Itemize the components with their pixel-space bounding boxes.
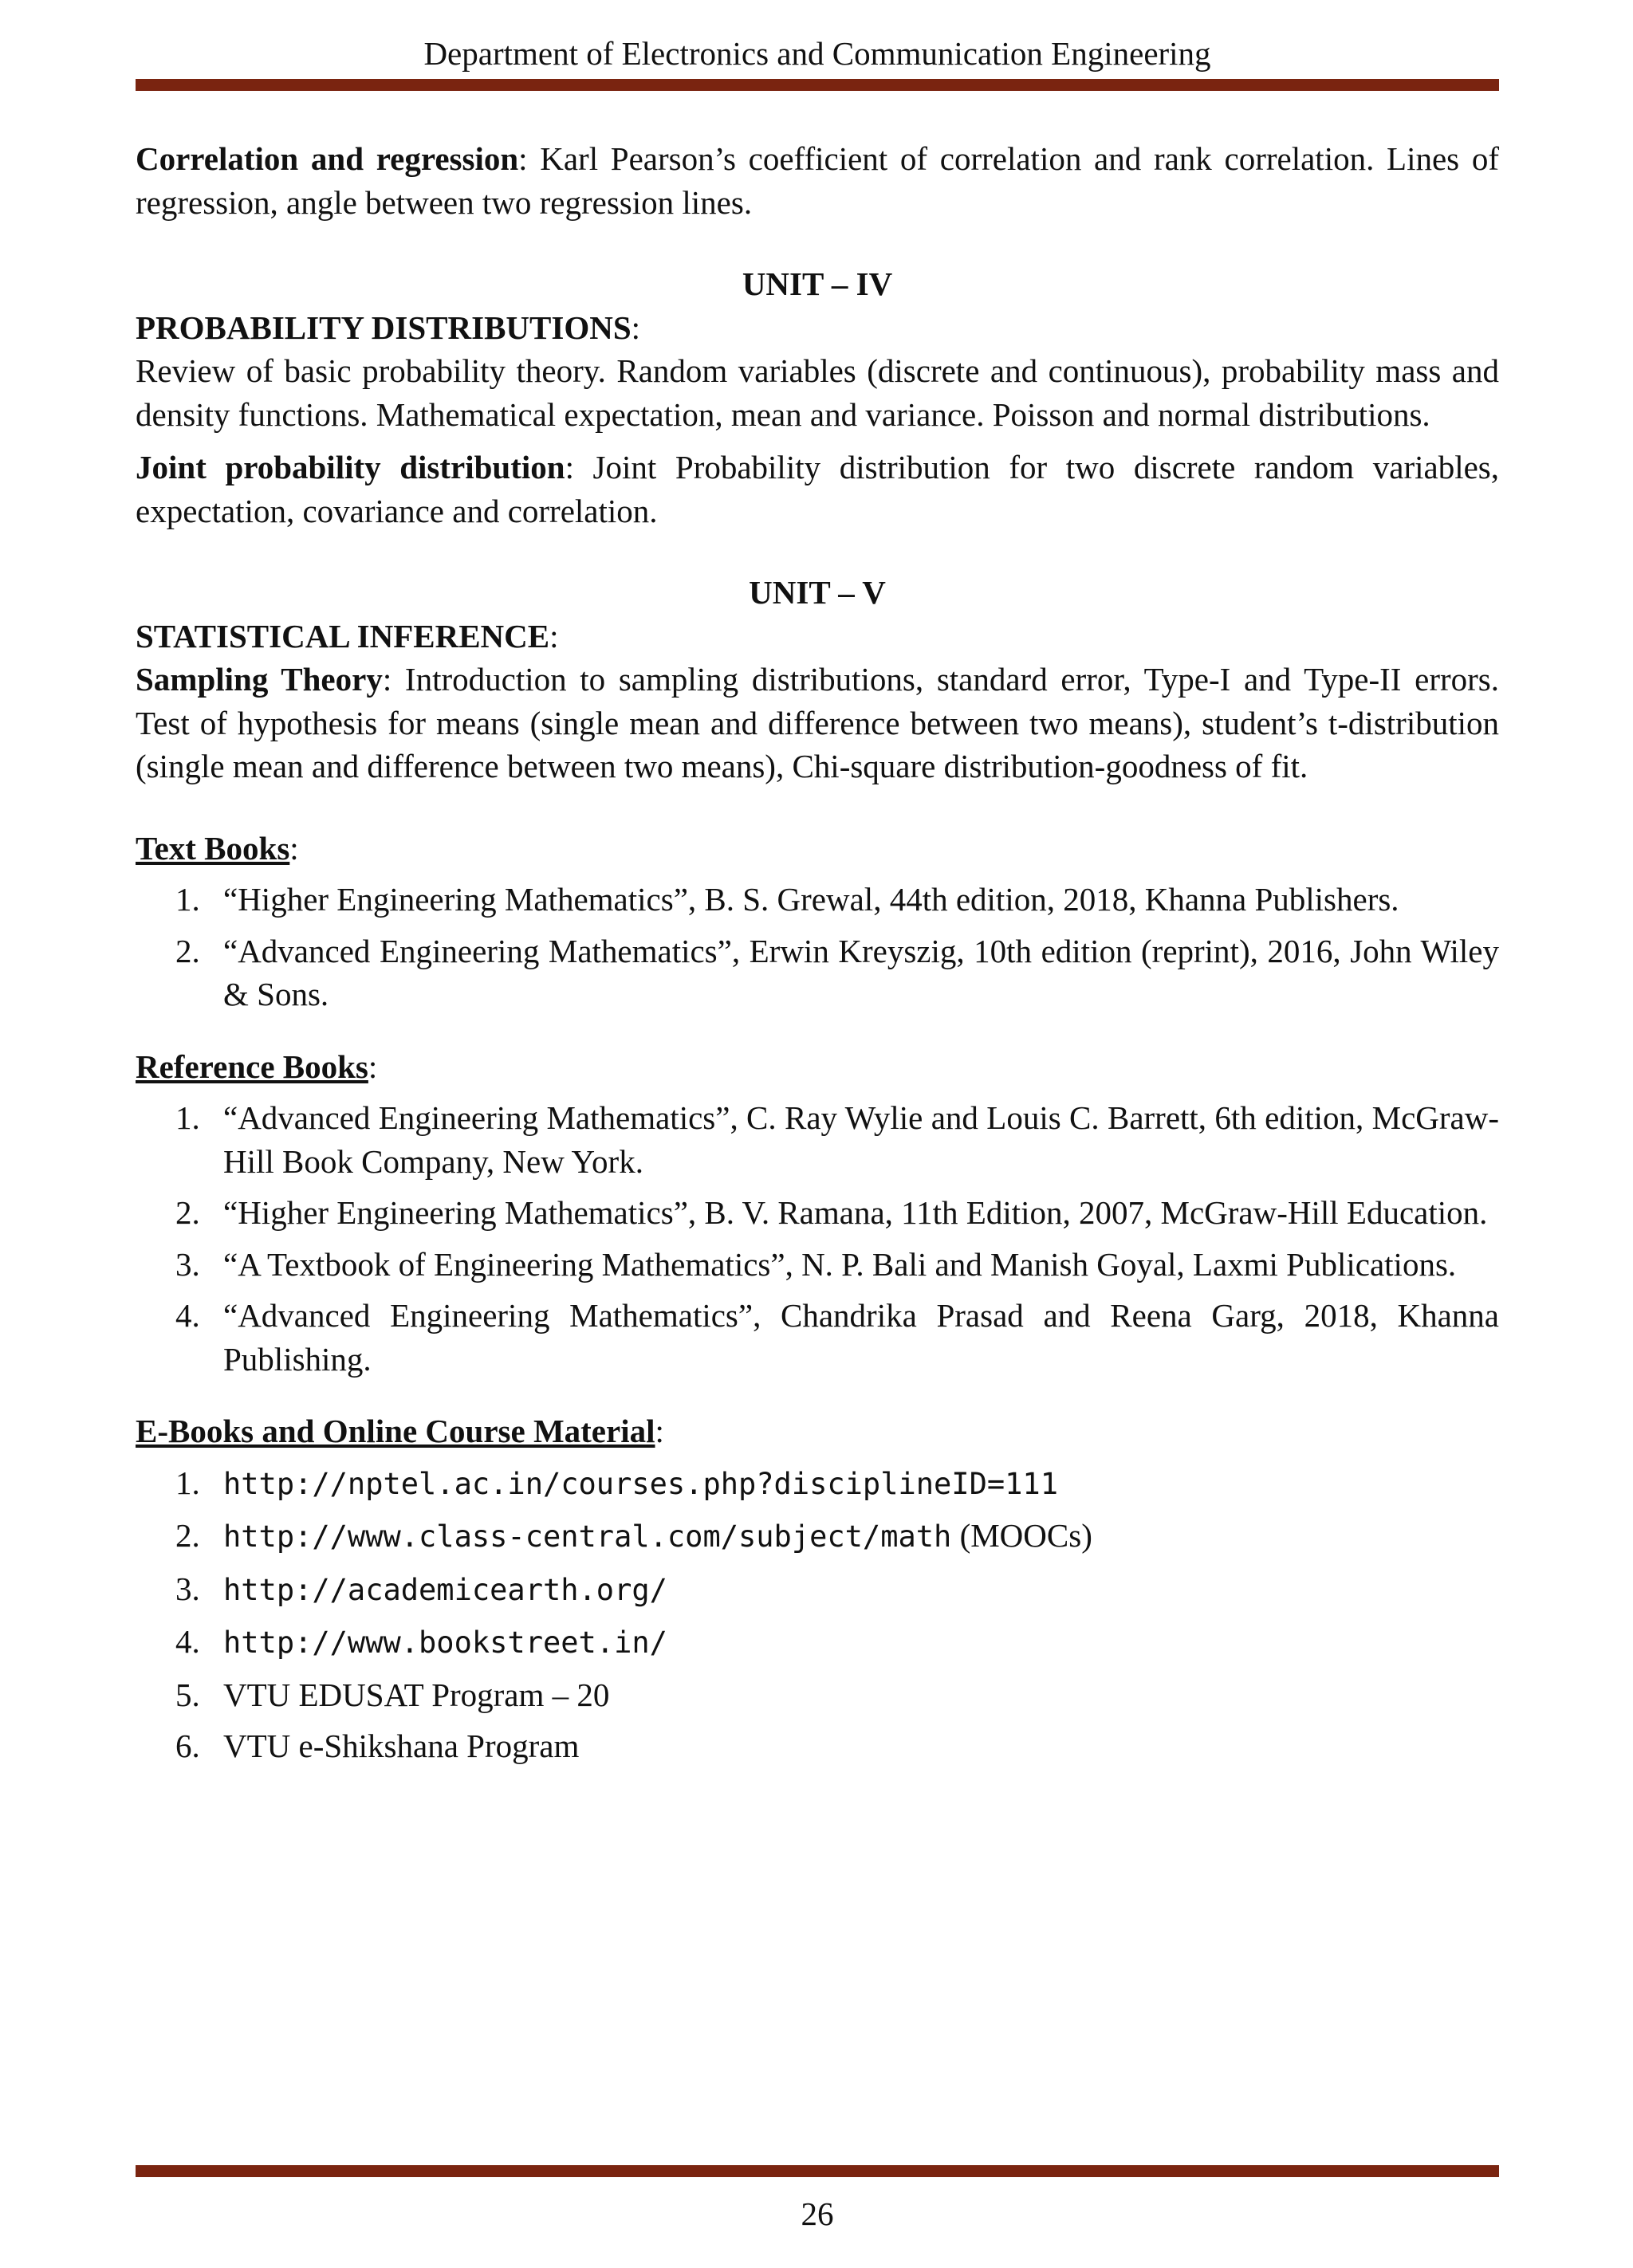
list-number: 3.	[175, 1245, 200, 1283]
list-item-text: “Advanced Engineering Mathematics”, Chandrika Prasad and Reena Garg, 2018, Khanna Publishing.	[223, 1297, 1499, 1378]
header-rule	[136, 79, 1499, 91]
unit-5-heading	[136, 615, 1499, 658]
list-item	[136, 1294, 1499, 1381]
list-item-text: “A Textbook of Engineering Mathematics”, N. P. Bali and Manish Goyal, Laxmi Publications.	[223, 1245, 1457, 1283]
list-number: 2.	[175, 1194, 200, 1231]
list-item	[136, 1191, 1499, 1235]
list-item	[136, 878, 1499, 922]
reference-books-colon: :	[368, 1048, 378, 1085]
list-item	[136, 1567, 1499, 1613]
list-item	[136, 1461, 1499, 1507]
ebooks-colon: :	[655, 1413, 664, 1449]
unit-4-body: Review of basic probability theory. Random variables (discrete and continuous), probability mass and density functions. Mathematical expectation, mean and variance. Poisson and normal distributions.	[136, 352, 1499, 433]
page-number: 26	[801, 2195, 834, 2232]
list-item-text: VTU EDUSAT Program – 20	[223, 1676, 610, 1713]
text-books-list	[136, 878, 1499, 1016]
list-number: 1.	[175, 1464, 200, 1501]
academic-earth-link[interactable]: http://academicearth.org/	[223, 1572, 667, 1607]
list-number: 1.	[175, 881, 200, 918]
text-books-colon: :	[289, 829, 299, 867]
text-books-heading	[136, 827, 1499, 871]
list-item	[136, 1096, 1499, 1183]
unit-5-title: UNIT – V	[749, 574, 886, 611]
correlation-text: : Karl Pearson’s coefficient of correlation and rank correlation. Lines of regression, angle between two regression lines.	[136, 140, 1499, 221]
list-number: 5.	[175, 1676, 200, 1713]
ebooks-list	[136, 1461, 1499, 1768]
list-item-text: “Higher Engineering Mathematics”, B. S. Grewal, 44th edition, 2018, Khanna Publishers.	[223, 881, 1399, 918]
unit-4-heading-text: PROBABILITY DISTRIBUTIONS	[136, 309, 632, 346]
page-content	[136, 137, 1499, 1776]
reference-books-heading-text: Reference Books	[136, 1048, 368, 1085]
list-number: 4.	[175, 1623, 200, 1660]
nptel-link[interactable]: http://nptel.ac.in/courses.php?disciplineID=111	[223, 1466, 1058, 1501]
sampling-theory-paragraph	[136, 658, 1499, 788]
list-item-text: “Advanced Engineering Mathematics”, C. Ray Wylie and Louis C. Barrett, 6th edition, McGraw-Hill Book Company, New York.	[223, 1099, 1499, 1180]
list-item	[136, 1673, 1499, 1717]
ebooks-heading-text: E-Books and Online Course Material	[136, 1413, 655, 1449]
unit-4-heading-colon: :	[631, 309, 641, 346]
bookstreet-link[interactable]: http://www.bookstreet.in/	[223, 1625, 667, 1660]
list-number: 4.	[175, 1297, 200, 1334]
unit-5-heading-text: STATISTICAL INFERENCE	[136, 617, 550, 654]
reference-books-heading	[136, 1045, 1499, 1089]
list-number: 1.	[175, 1099, 200, 1136]
list-item-text: “Higher Engineering Mathematics”, B. V. Ramana, 11th Edition, 2007, McGraw-Hill Education.	[223, 1194, 1488, 1231]
list-item	[136, 930, 1499, 1016]
list-item	[136, 1514, 1499, 1559]
list-item	[136, 1243, 1499, 1287]
footer-rule	[136, 2165, 1499, 2177]
list-item	[136, 1724, 1499, 1768]
list-number: 6.	[175, 1728, 200, 1764]
list-item-text: (MOOCs)	[951, 1517, 1092, 1554]
list-number: 2.	[175, 932, 200, 969]
correlation-term: Correlation and regression	[136, 140, 519, 177]
list-item-text: “Advanced Engineering Mathematics”, Erwin Kreyszig, 10th edition (reprint), 2016, John Wiley & Sons.	[223, 932, 1499, 1012]
joint-probability-paragraph	[136, 446, 1499, 533]
sampling-theory-term: Sampling Theory	[136, 661, 383, 698]
reference-books-list	[136, 1096, 1499, 1381]
page-header: Department of Electronics and Communication Engineering	[423, 35, 1211, 72]
list-number: 2.	[175, 1517, 200, 1554]
unit-5-heading-colon: :	[549, 617, 559, 654]
unit-4-heading	[136, 306, 1499, 350]
ebooks-heading	[136, 1409, 1499, 1453]
class-central-link[interactable]: http://www.class-central.com/subject/math	[223, 1519, 952, 1554]
joint-probability-text: : Joint Probability distribution for two discrete random variables, expectation, covariance and correlation.	[136, 449, 1499, 529]
correlation-paragraph	[136, 137, 1499, 224]
text-books-heading-text: Text Books	[136, 829, 290, 867]
list-item	[136, 1620, 1499, 1665]
list-item-text: VTU e-Shikshana Program	[223, 1728, 580, 1764]
joint-probability-term: Joint probability distribution	[136, 449, 565, 485]
unit-4-title: UNIT – IV	[742, 265, 893, 302]
list-number: 3.	[175, 1570, 200, 1607]
sampling-theory-text: : Introduction to sampling distributions, standard error, Type-I and Type-II errors. Test of hypothesis for means (single mean and difference between two means), student’s t-distribution (single mean and difference between two means), Chi-square distribution-goodness of fit.	[136, 661, 1499, 784]
